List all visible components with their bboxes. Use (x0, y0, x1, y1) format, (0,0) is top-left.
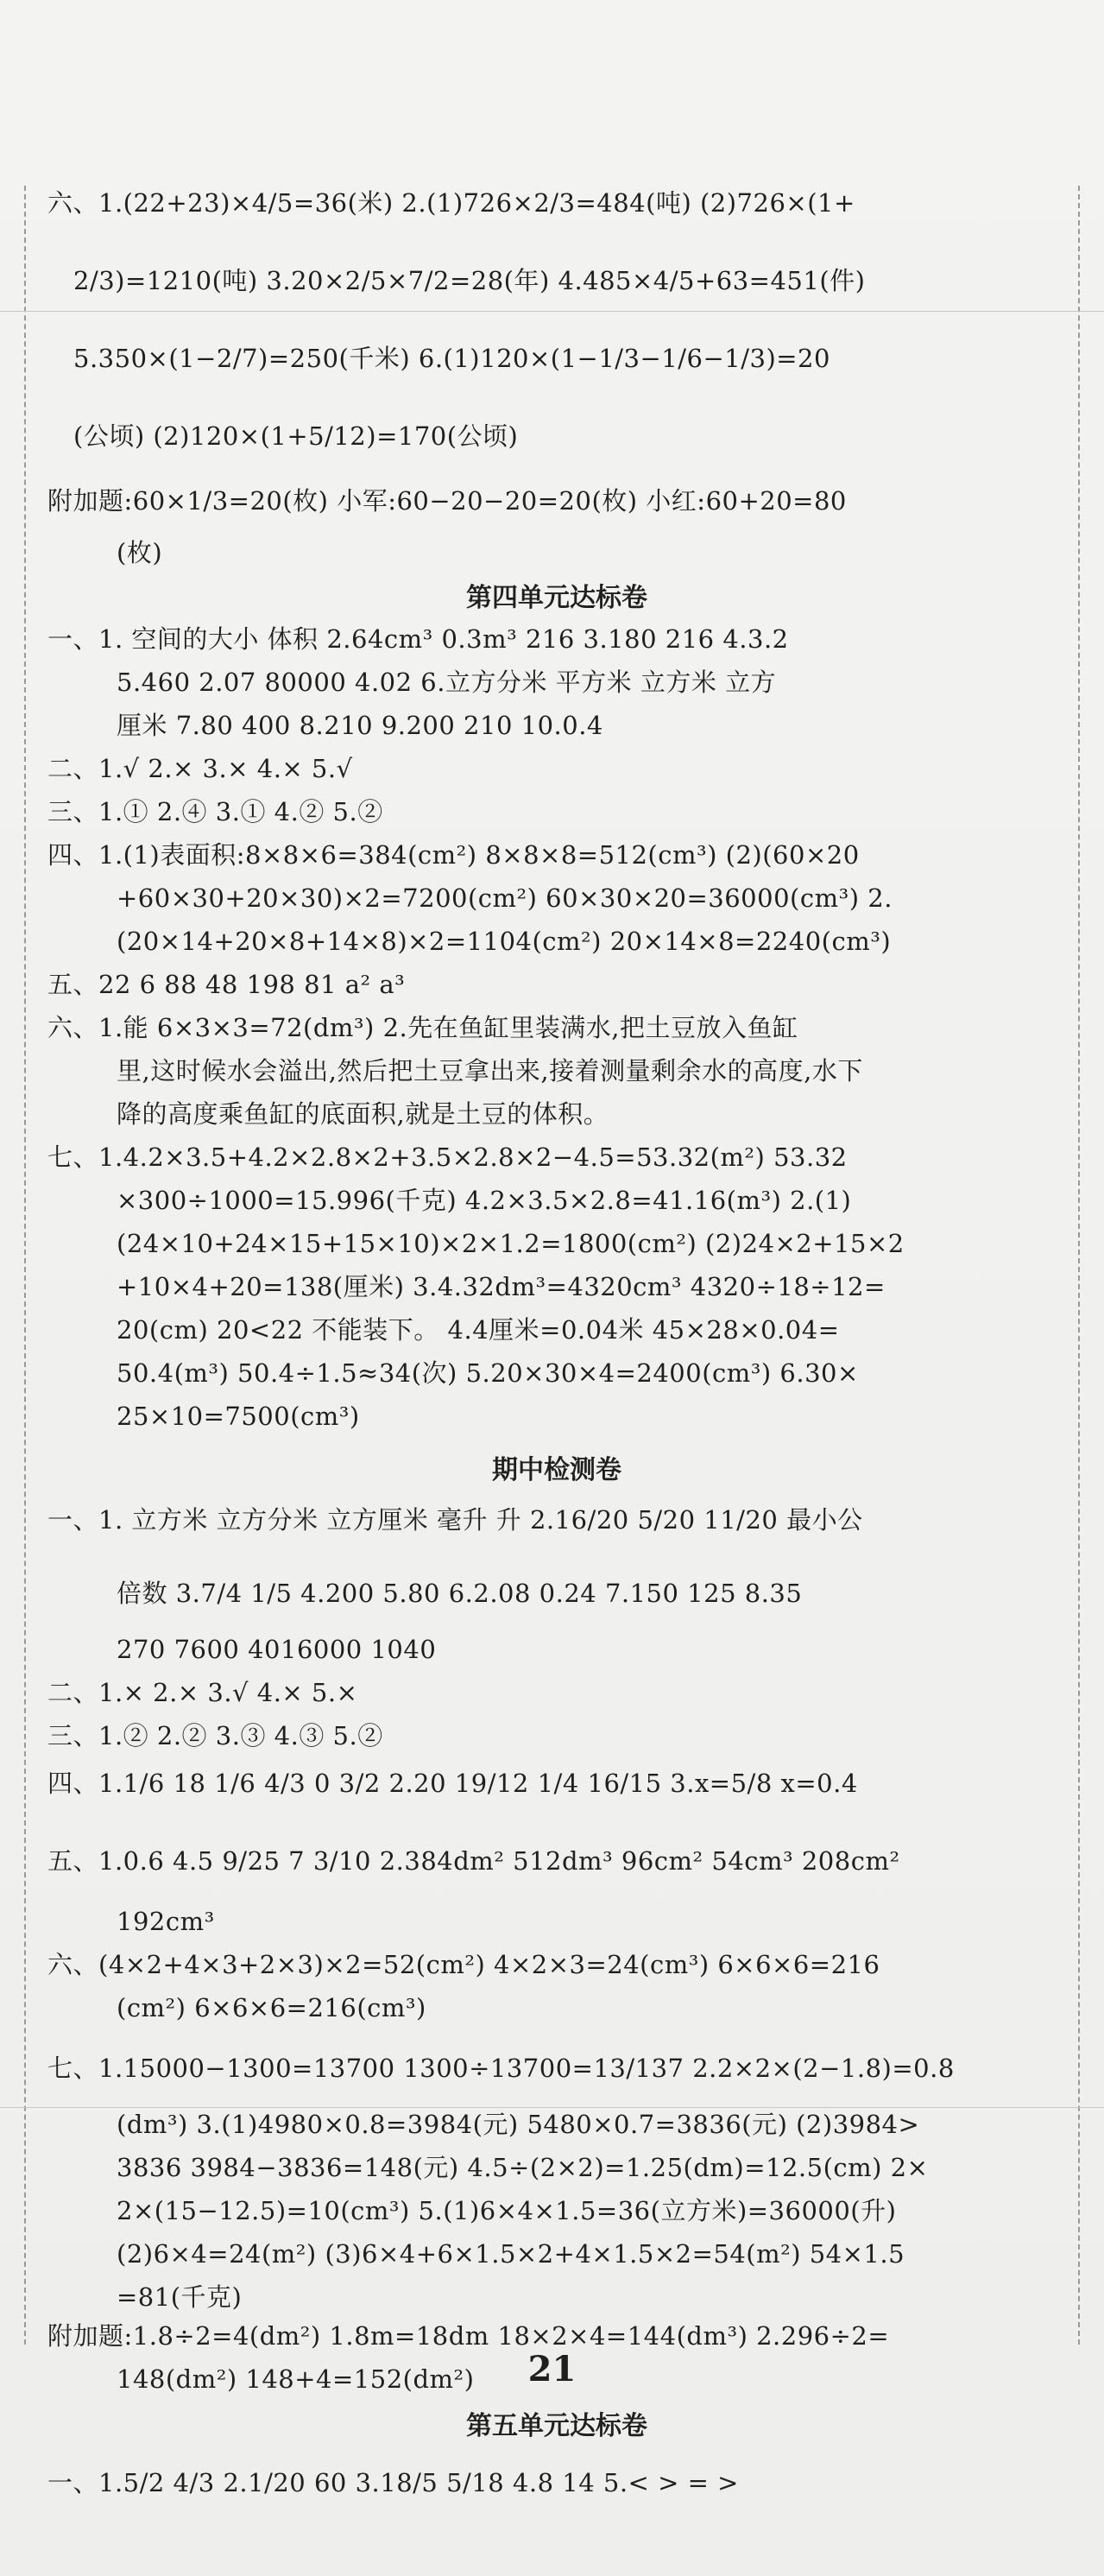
section-heading: 第五单元达标卷 (466, 2411, 647, 2441)
answer-line: 20(cm) 20<22 不能装下。 4.4厘米=0.04米 45×28×0.04= (117, 1315, 840, 1345)
answer-line: 270 7600 4016000 1040 (117, 1635, 437, 1664)
page-number: 21 (527, 2349, 577, 2389)
answer-line: 五、22 6 88 48 198 81 a² a³ (47, 970, 406, 999)
answer-line: 六、(4×2+4×3+2×3)×2=52(cm²) 4×2×3=24(cm³) 6×6×6=216 (47, 1950, 880, 1979)
answer-line: 六、1.(22+23)×4/5=36(米) 2.(1)726×2/3=484(吨) (2)726×(1+ (47, 188, 855, 218)
section-heading: 第四单元达标卷 (466, 583, 647, 613)
answer-line: 148(dm²) 148+4=152(dm²) (117, 2364, 475, 2394)
answer-line: 2/3)=1210(吨) 3.20×2/5×7/2=28(年) 4.485×4/5+63=451(件) (73, 266, 866, 295)
answer-line: 一、1. 立方米 立方分米 立方厘米 毫升 升 2.16/20 5/20 11/20 最小公 (47, 1505, 863, 1535)
answer-line: 七、1.4.2×3.5+4.2×2.8×2+3.5×2.8×2−4.5=53.32(m²) 53.32 (47, 1142, 848, 1172)
answer-line: 倍数 3.7/4 1/5 4.200 5.80 6.2.08 0.24 7.150 125 8.35 (117, 1579, 803, 1608)
answer-line: 七、1.15000−1300=13700 1300÷13700=13/137 2.2×2×(2−1.8)=0.8 (47, 2054, 955, 2083)
answer-line: 三、1.② 2.② 3.③ 4.③ 5.② (47, 1721, 383, 1750)
answer-line: 附加题:1.8÷2=4(dm²) 1.8m=18dm 18×2×4=144(dm³) 2.296÷2= (47, 2321, 890, 2351)
binding-line-left (24, 186, 26, 2345)
section-heading: 期中检测卷 (492, 1455, 621, 1485)
answer-line: ×300÷1000=15.996(千克) 4.2×3.5×2.8=41.16(m³) 2.(1) (117, 1186, 852, 1215)
answer-line: (公顷) (2)120×(1+5/12)=170(公顷) (73, 421, 519, 451)
answer-line: 二、1.× 2.× 3.√ 4.× 5.× (47, 1678, 358, 1707)
answer-line: =81(千克) (117, 2282, 243, 2312)
answer-line: 50.4(m³) 50.4÷1.5≈34(次) 5.20×30×4=2400(cm³) 6.30× (117, 1358, 859, 1388)
answer-line: 四、1.(1)表面积:8×8×6=384(cm²) 8×8×8=512(cm³) (2)(60×20 (47, 840, 860, 870)
answer-line: 二、1.√ 2.× 3.× 4.× 5.√ (47, 754, 353, 783)
answer-line: 一、1. 空间的大小 体积 2.64cm³ 0.3m³ 216 3.180 216 4.3.2 (47, 624, 789, 654)
answer-line: 三、1.① 2.④ 3.① 4.② 5.② (47, 797, 383, 826)
answer-line: 厘米 7.80 400 8.210 9.200 210 10.0.4 (117, 711, 603, 740)
page-fold-line (0, 311, 1104, 312)
answer-line: (20×14+20×8+14×8)×2=1104(cm²) 20×14×8=2240(cm³) (117, 927, 892, 956)
answer-line: (24×10+24×15+15×10)×2×1.2=1800(cm²) (2)24×2+15×2 (117, 1229, 905, 1258)
answer-line: 25×10=7500(cm³) (117, 1402, 360, 1431)
answer-line: (dm³) 3.(1)4980×0.8=3984(元) 5480×0.7=3836(元) (2)3984> (117, 2110, 920, 2139)
answer-line: 附加题:60×1/3=20(枚) 小军:60−20−20=20(枚) 小红:60+20=80 (47, 486, 847, 516)
answer-line: 降的高度乘鱼缸的底面积,就是土豆的体积。 (117, 1099, 609, 1129)
answer-line: (枚) (117, 538, 163, 567)
answer-line: (cm²) 6×6×6=216(cm³) (117, 1993, 426, 2022)
answer-line: 192cm³ (117, 1907, 215, 1936)
answer-line: +10×4+20=138(厘米) 3.4.32dm³=4320cm³ 4320÷18÷12= (117, 1272, 886, 1301)
answer-line: 里,这时候水会溢出,然后把土豆拿出来,接着测量剩余水的高度,水下 (117, 1056, 863, 1085)
answer-line: 一、1.5/2 4/3 2.1/20 60 3.18/5 5/18 4.8 14 5.< > = > (47, 2468, 739, 2497)
answer-line: 五、1.0.6 4.5 9/25 7 3/10 2.384dm² 512dm³ 96cm² 54cm³ 208cm² (47, 1846, 900, 1876)
answer-line: +60×30+20×30)×2=7200(cm²) 60×30×20=36000(cm³) 2. (117, 883, 893, 913)
answer-line: 5.350×(1−2/7)=250(千米) 6.(1)120×(1−1/3−1/6−1/3)=20 (73, 344, 830, 373)
answer-line: 2×(15−12.5)=10(cm³) 5.(1)6×4×1.5=36(立方米)=36000(升) (117, 2196, 897, 2225)
answer-line: 四、1.1/6 18 1/6 4/3 0 3/2 2.20 19/12 1/4 16/15 3.x=5/8 x=0.4 (47, 1769, 858, 1798)
answer-line: 5.460 2.07 80000 4.02 6.立方分米 平方米 立方米 立方 (117, 668, 777, 697)
answer-line: 3836 3984−3836=148(元) 4.5÷(2×2)=1.25(dm)=12.5(cm) 2× (117, 2153, 929, 2182)
answer-line: (2)6×4=24(m²) (3)6×4+6×1.5×2+4×1.5×2=54(m²) 54×1.5 (117, 2239, 905, 2269)
answer-line: 六、1.能 6×3×3=72(dm³) 2.先在鱼缸里装满水,把土豆放入鱼缸 (47, 1013, 798, 1042)
